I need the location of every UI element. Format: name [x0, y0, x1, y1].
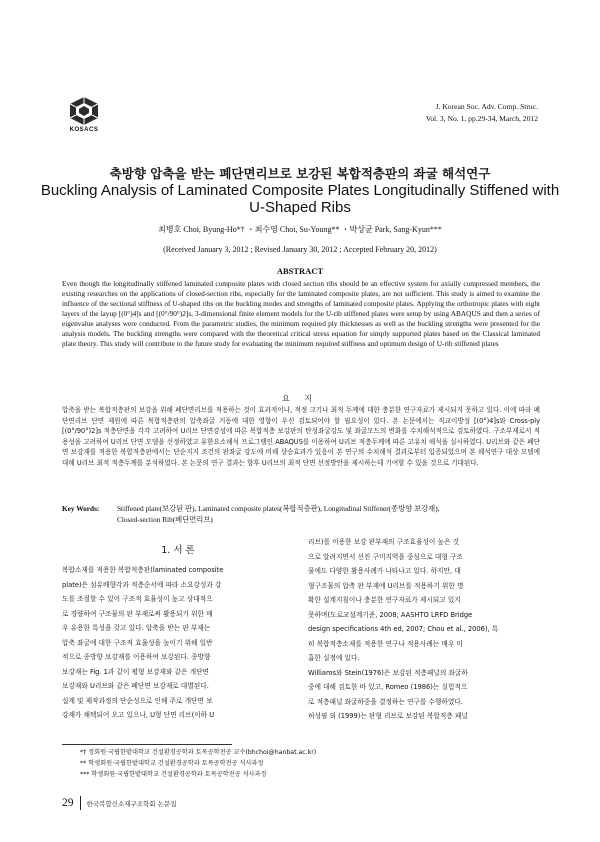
footnotes: [80, 747, 316, 780]
body-line: 물에도 다양한 활용사례가 나타나고 있다. 하지만, 대: [308, 567, 461, 575]
title-english: Buckling Analysis of Laminated Composite Plates Longitudinally Stiffened with U-Shaped Ribs: [40, 182, 560, 216]
body-line: 설계 및 제작과정의 단순성으로 인해 주로 개단면 보: [62, 696, 213, 705]
body-line: 형구조물의 압축 판 부재에 U리브를 적용하기 위한 명: [308, 581, 464, 590]
page-number: 29: [62, 797, 74, 809]
section-heading-introduction: 1. 서 론: [161, 545, 195, 556]
footnote: *** 학생회원·국립한밭대학교 건설환경공학과 토목공학전공 석사과정: [80, 771, 267, 778]
journal-line-1: J. Korean Soc. Adv. Comp. Struc.: [435, 102, 538, 111]
body-line: 보강재와 U리브와 같은 폐단면 보강재로 대별된다.: [62, 682, 209, 690]
footer-divider: [80, 796, 81, 810]
korean-abstract-heading: 요 지: [282, 394, 318, 403]
body-line: 우 유용한 특성을 갖고 있다. 압축을 받는 판 부재는: [62, 624, 211, 632]
journal-citation: [426, 101, 538, 125]
keywords-line-1: Stiffened plate(보강된 판), Laminated composite plates(복합적층판), Longitudinal Stiffener(종방향 보강재),: [117, 504, 440, 513]
title-korean: 축방향 압축을 받는 폐단면리브로 보강된 복합적층판의 좌굴 해석연구: [109, 166, 491, 181]
body-line: 로 적층패널 좌굴하중을 결정하는 연구를 수행하였다.: [308, 697, 463, 706]
body-line: 중에 대해 검토한 바 있고, Romeo (1986)는 실험적으: [308, 683, 468, 691]
body-line: 도를 조절할 수 있어 구조적 효율성이 높고 상대적으: [62, 595, 213, 603]
footnote: ** 학생회원·국립한밭대학교 건설환경공학과 토목공학전공 석사과정: [80, 760, 264, 767]
footnote: *† 정회원·국립한밭대학교 건설환경공학과 토목공학전공 교수(bhchoi@hanbat.ac.kr): [80, 749, 317, 756]
body-line: 흡한 실정에 있다.: [308, 654, 360, 662]
received-dates: (Received January 3, 2012 ; Revised January 30, 2012 ; Accepted February 20, 2012): [163, 245, 437, 254]
body-line: 보강재는 Fig. 1과 같이 평형 보강재와 같은 개단면: [62, 667, 210, 676]
journal-line-2: Vol. 3, No. 1, pp.29-34, March, 2012: [425, 114, 538, 123]
footnote-divider: [62, 744, 232, 745]
body-line: design specifications 4th ed, 2007; Chou et al., 2006), 특: [308, 625, 499, 633]
body-line: 확한 설계지침이나 충분한 연구자료가 제시되고 있지: [308, 596, 461, 604]
keywords-block: [62, 503, 540, 525]
journal-logo: [62, 95, 106, 133]
body-line: 압축 좌굴에 대한 구조적 효율성을 높이기 위해 일반: [62, 638, 213, 647]
footer-journal-name: 한국복합신소재구조학회 논문집: [86, 799, 177, 808]
abstract-heading: ABSTRACT: [276, 266, 324, 276]
abstract-body: Even though the longitudinally stiffened laminated composite plates with closed section ribs should be an effective system for axially compressed members, the existing researches on the applications of closed-section ribs, especially for the laminated composite plates, are not sufficient. This study is aimed to examine the influence of the sectional stiffness of U-shaped ribs on the buckling modes and strengths of laminated composite plates. Applying the orthotropic plates with eight layers of the layup [(0°)4]s and [(0°/90°)2]s, 3-dimensional finite element models for the U-rib stiffened plates were setup by using ABAQUS and then a series of eigenvalue analyses were conducted. From the parametric studies, the minimum required ply thicknesses as well as the buckling strengths were presented for the analysis models. The buckling strengths were compared with the theoretical critical stress equation for simply supported plates based on the Classical laminated plate theory. This study will contribute to the future study for evaluating the minimum required stiffness and optimum design of U-rib stiffened plates: [62, 279, 540, 348]
body-line: 히 복합적층소재를 적용한 연구나 적용사례는 매우 미: [308, 639, 463, 648]
body-column-right: [308, 535, 540, 724]
keywords-line-2: Closed-section Rib(폐단면리브): [117, 515, 213, 524]
korean-abstract-body: 압축을 받는 복합적층판의 보강을 위해 폐단면리브를 적용하는 것이 효과적이나, 적정 크기나 최적 두께에 대한 충분한 연구자료가 제시되지 못하고 있다. 이에 따라 폐단면리브 단면 제원에 따른 복합적층판의 압축좌굴 거동에 대한 영향이 우선 검토되어야 할 필요성이 있다. 본 논문에서는 직교이방성 [(0°)4]s와 Cross-ply [(0°/90°)2]s 적층단면을 각각 고려하여 U리브 단면강성에 따른 복합적층 보강판의 탄성좌굴강도 및 좌굴모드의 변화를 수치해석적으로 검토하였다. 구조부재로서 적용성을 고려하여 U리브 단면 모델을 선정하였고 유한요소해석 프로그램인 ABAQUS를 이용하여 U리브 적층두께에 따른 고유치 해석을 실시하였다. U리브와 같은 폐단면 보강재를 적용한 복합적층판에서는 단순지지 조건의 판좌굴 강도에 비해 상승효과가 있음이 본 연구의 수치해석 결과로부터 입증되었으며 본 해석연구 대상 모델에 대해 U리브 최적 적층두께를 분석하였다. 본 논문의 연구 결과는 향후 U리브의 최적 단면 선정방안을 제시하는데 기여할 수 있을 것으로 기대된다.: [62, 406, 540, 467]
logo-text: KOSACS: [69, 127, 99, 133]
body-line: 로 경량하여 구조물의 판 부재로써 활용되기 위한 매: [62, 609, 213, 618]
body-line: Williams와 Stein(1976)은 보강된 적층패널의 좌굴하: [308, 668, 468, 677]
body-line: 리브)를 이용한 보강 판부재의 구조효율성이 높은 것: [308, 538, 460, 546]
kosacs-logo-icon: [67, 95, 101, 127]
body-line: 으로 알려지면서 선진 구미지역을 중심으로 대형 구조: [308, 552, 463, 561]
body-line: 적으로 종방향 보강재를 이용하여 보강된다. 종방향: [62, 653, 211, 661]
keywords-label: Key Words:: [62, 504, 100, 513]
page-footer: [62, 796, 176, 810]
body-line: 못하며(도로교설계기준, 2008; AASHTO LRFD Bridge: [308, 610, 473, 619]
body-line: 허성필 외 (1999)는 판형 리브로 보강된 복합적층 패널: [308, 712, 468, 720]
body-line: 강재가 채택되어 오고 있으나, U형 단면 리브(이하 U: [62, 711, 215, 719]
body-column-left: [62, 563, 294, 723]
author-list: 최병호 Choi, Byung-Ho*† ・최수영 Choi, Su-Young** ・박상균 Park, Sang-Kyun***: [158, 225, 442, 234]
body-line: plate)은 섬유배향각과 적층순서에 따라 소요강성과 강: [62, 580, 222, 589]
body-line: 복합소재를 적용한 복합적층판(laminated composite: [62, 566, 224, 574]
